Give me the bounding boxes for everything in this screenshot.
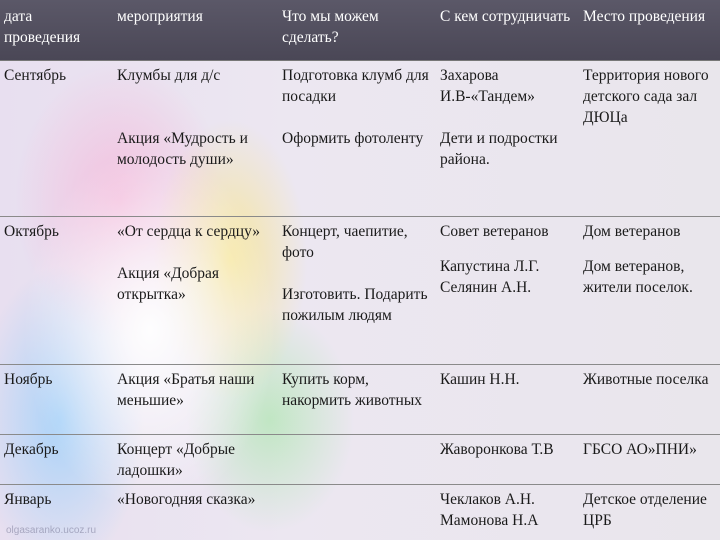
action-item: Изготовить. Подарить пожилым людям	[282, 286, 428, 324]
action-item: Подготовка клумб для посадки	[282, 67, 429, 105]
place-cell: Животные поселка	[579, 365, 720, 435]
place-cell: ГБСО АО»ПНИ»	[579, 435, 720, 485]
table-row-october	[0, 217, 720, 365]
watermark: olgasaranko.ucoz.ru	[6, 525, 97, 536]
partner-cell: Кашин Н.Н.	[436, 365, 579, 435]
event-cell: «Новогодняя сказка»	[117, 491, 256, 508]
partner-item: Совет ветеранов	[440, 223, 549, 240]
header-partners: С кем сотрудничать	[436, 0, 579, 61]
place-item: Территория нового детского сада зал ДЮЦа	[583, 67, 709, 126]
event-cell: Акция «Братья наши меньшие»	[113, 365, 278, 435]
action-cell: Купить корм, накормить животных	[278, 365, 436, 435]
partner-cell: Чеклаков А.Н. Мамонова Н.А	[440, 491, 539, 529]
header-actions: Что мы можем сделать?	[278, 0, 436, 61]
month-cell: Декабрь	[0, 435, 113, 485]
event-cell	[113, 61, 278, 217]
place-cell	[579, 217, 720, 365]
header-events: мероприятия	[113, 0, 278, 61]
partner-item: Капустина Л.Г. Селянин А.Н.	[440, 258, 540, 296]
partner-cell: Жаворонкова Т.В	[436, 435, 579, 485]
header-place: Место проведения	[579, 0, 720, 61]
partner-item: Дети и подростки района.	[440, 130, 558, 168]
month-cell: Сентябрь	[0, 61, 113, 217]
header-date: дата проведения	[0, 0, 113, 61]
table-row-november	[0, 365, 720, 435]
action-cell	[278, 485, 436, 540]
event-cell	[113, 217, 278, 365]
month-cell: Январь	[4, 491, 52, 508]
partner-item: Захарова И.В-«Тандем»	[440, 67, 535, 105]
table-header-row	[0, 0, 720, 61]
event-cell: Концерт «Добрые ладошки»	[113, 435, 278, 485]
event-item: Клумбы для д/с	[117, 67, 221, 84]
event-item: Акция «Мудрость и молодость души»	[117, 130, 248, 168]
action-cell	[278, 217, 436, 365]
event-item: «От сердца к сердцу»	[117, 223, 260, 240]
partner-cell	[436, 61, 579, 217]
table-row-september	[0, 61, 720, 217]
place-cell: Детское отделение ЦРБ	[583, 491, 707, 529]
table-row-january	[0, 485, 720, 540]
place-cell	[579, 61, 720, 217]
action-item: Оформить фотоленту	[282, 130, 424, 147]
action-item: Концерт, чаепитие, фото	[282, 223, 408, 261]
event-item: Акция «Добрая открытка»	[117, 265, 220, 303]
table-row-december	[0, 435, 720, 485]
place-item: Дом ветеранов, жители поселок.	[583, 258, 693, 296]
month-cell: Октябрь	[0, 217, 113, 365]
action-cell	[278, 435, 436, 485]
place-item: Дом ветеранов	[583, 223, 681, 240]
partner-cell	[436, 217, 579, 365]
action-cell	[278, 61, 436, 217]
month-cell: Ноябрь	[0, 365, 113, 435]
